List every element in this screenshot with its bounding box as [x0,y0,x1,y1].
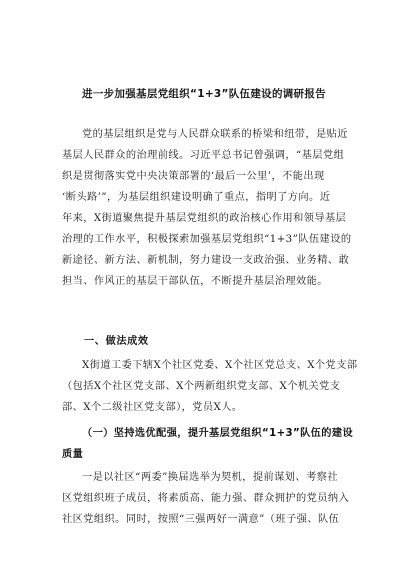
intro-line: ‘断头路’”，为基层组织建设明确了重点，指明了方向。近 [62,192,331,203]
intro-line: 年来，X街道聚焦提升基层党组织的政治核心作用和领导基层 [62,213,347,224]
subsection1-paragraph [62,467,362,530]
subsection-heading-1: （一）坚持选优配强，提升基层党组织“1+3”队伍的建设质量 [62,428,354,460]
intro-paragraph [62,124,362,292]
section1-line: （包括X个社区党支部、X个两新组织党支部、X个机关党支 [62,381,341,392]
section-heading-1: 一、做法成效 [84,336,149,347]
subsection1-line: 区党组织班子成员，将素质高、能力强、群众拥护的党员纳入 [62,493,350,504]
section1-line: X街道工委下辖X个社区党委、X个社区党总支、X个党支部 [82,360,358,371]
subsection1-line: 一是以社区“两委”换届选举为契机，提前谋划、考察社 [82,472,338,483]
document-title: 进一步加强基层党组织“1+3”队伍建设的调研报告 [82,88,326,100]
intro-line: 基层人民群众的治理前线。习近平总书记曾强调，“基层党组 [62,150,345,161]
intro-line: 治理的工作水平，积极探索加强基层党组织“1+3”队伍建设的 [62,234,352,245]
subsection1-line: 社区党组织。同时，按照“三强两好一满意”（班子强、队伍 [62,514,340,525]
intro-line: 担当、作风正的基层干部队伍，不断提升基层治理效能。 [62,276,328,287]
intro-line: 织是贯彻落实党中央决策部署的‘最后一公里’，不能出现 [62,171,325,182]
section1-paragraph [62,355,362,418]
intro-line: 新途径、新方法、新机制，努力建设一支政治强、业务精、敢 [62,255,350,266]
intro-line: 党的基层组织是党与人民群众联系的桥梁和纽带，是贴近 [82,129,348,140]
section1-line: 部、X个二级社区党支部），党员X人。 [62,402,243,413]
